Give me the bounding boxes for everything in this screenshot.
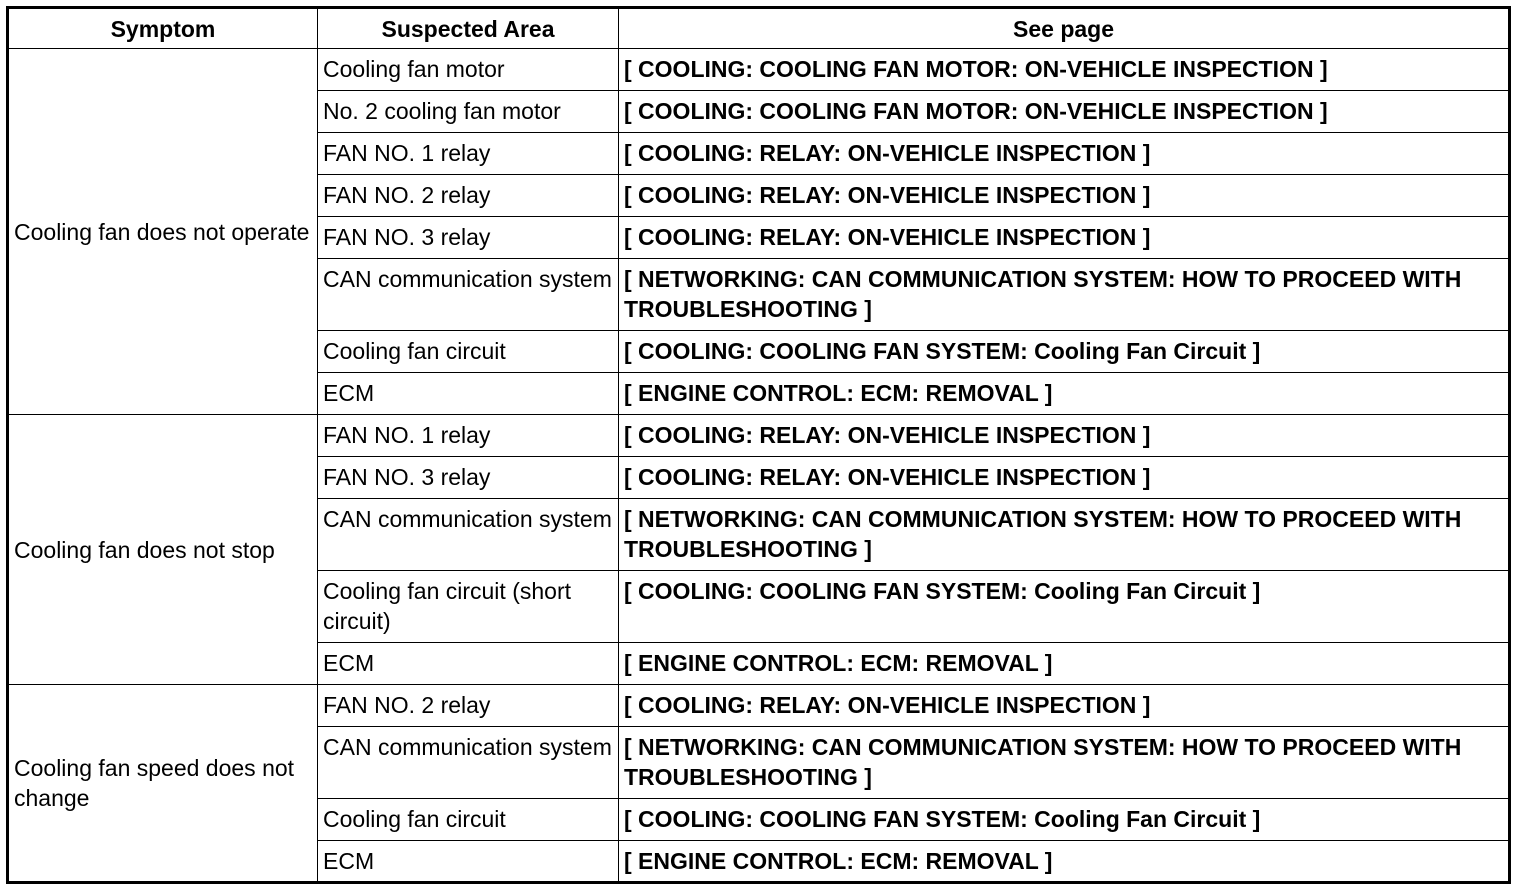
- suspected-area-cell: Cooling fan motor: [318, 49, 619, 91]
- symptom-cell: Cooling fan does not stop: [8, 415, 318, 685]
- suspected-area-cell: Cooling fan circuit: [318, 331, 619, 373]
- suspected-area-cell: ECM: [318, 643, 619, 685]
- see-page-link[interactable]: [ COOLING: COOLING FAN MOTOR: ON-VEHICLE INSPECTION ]: [619, 49, 1510, 91]
- see-page-link[interactable]: [ COOLING: RELAY: ON-VEHICLE INSPECTION ]: [619, 415, 1510, 457]
- table-row: [8, 685, 1510, 727]
- see-page-link[interactable]: [ COOLING: COOLING FAN SYSTEM: Cooling Fan Circuit ]: [619, 799, 1510, 841]
- suspected-area-cell: Cooling fan circuit (short circuit): [318, 571, 619, 643]
- symptom-cell: Cooling fan does not operate: [8, 49, 318, 415]
- symptom-table: [6, 6, 1511, 884]
- see-page-link[interactable]: [ COOLING: RELAY: ON-VEHICLE INSPECTION ]: [619, 685, 1510, 727]
- see-page-link[interactable]: [ COOLING: RELAY: ON-VEHICLE INSPECTION ]: [619, 217, 1510, 259]
- see-page-link[interactable]: [ ENGINE CONTROL: ECM: REMOVAL ]: [619, 643, 1510, 685]
- suspected-area-cell: Cooling fan circuit: [318, 799, 619, 841]
- table-row: [8, 415, 1510, 457]
- see-page-link[interactable]: [ NETWORKING: CAN COMMUNICATION SYSTEM: HOW TO PROCEED WITH TROUBLESHOOTING ]: [619, 727, 1510, 799]
- symptom-cell: Cooling fan speed does not change: [8, 685, 318, 883]
- suspected-area-cell: ECM: [318, 373, 619, 415]
- suspected-area-cell: ECM: [318, 841, 619, 883]
- header-symptom: Symptom: [8, 8, 318, 49]
- suspected-area-cell: CAN communication system: [318, 259, 619, 331]
- suspected-area-cell: FAN NO. 1 relay: [318, 415, 619, 457]
- header-suspected-area: Suspected Area: [318, 8, 619, 49]
- table-row: [8, 49, 1510, 91]
- see-page-link[interactable]: [ ENGINE CONTROL: ECM: REMOVAL ]: [619, 841, 1510, 883]
- see-page-link[interactable]: [ COOLING: COOLING FAN MOTOR: ON-VEHICLE INSPECTION ]: [619, 91, 1510, 133]
- table-body: [8, 49, 1510, 883]
- suspected-area-cell: FAN NO. 3 relay: [318, 217, 619, 259]
- suspected-area-cell: CAN communication system: [318, 727, 619, 799]
- see-page-link[interactable]: [ COOLING: RELAY: ON-VEHICLE INSPECTION ]: [619, 457, 1510, 499]
- suspected-area-cell: FAN NO. 2 relay: [318, 175, 619, 217]
- suspected-area-cell: FAN NO. 1 relay: [318, 133, 619, 175]
- header-row: [8, 8, 1510, 49]
- see-page-link[interactable]: [ NETWORKING: CAN COMMUNICATION SYSTEM: HOW TO PROCEED WITH TROUBLESHOOTING ]: [619, 259, 1510, 331]
- suspected-area-cell: FAN NO. 2 relay: [318, 685, 619, 727]
- see-page-link[interactable]: [ COOLING: RELAY: ON-VEHICLE INSPECTION ]: [619, 133, 1510, 175]
- suspected-area-cell: FAN NO. 3 relay: [318, 457, 619, 499]
- suspected-area-cell: CAN communication system: [318, 499, 619, 571]
- see-page-link[interactable]: [ COOLING: COOLING FAN SYSTEM: Cooling Fan Circuit ]: [619, 571, 1510, 643]
- see-page-link[interactable]: [ COOLING: RELAY: ON-VEHICLE INSPECTION ]: [619, 175, 1510, 217]
- header-see-page: See page: [619, 8, 1510, 49]
- see-page-link[interactable]: [ ENGINE CONTROL: ECM: REMOVAL ]: [619, 373, 1510, 415]
- see-page-link[interactable]: [ NETWORKING: CAN COMMUNICATION SYSTEM: HOW TO PROCEED WITH TROUBLESHOOTING ]: [619, 499, 1510, 571]
- suspected-area-cell: No. 2 cooling fan motor: [318, 91, 619, 133]
- see-page-link[interactable]: [ COOLING: COOLING FAN SYSTEM: Cooling Fan Circuit ]: [619, 331, 1510, 373]
